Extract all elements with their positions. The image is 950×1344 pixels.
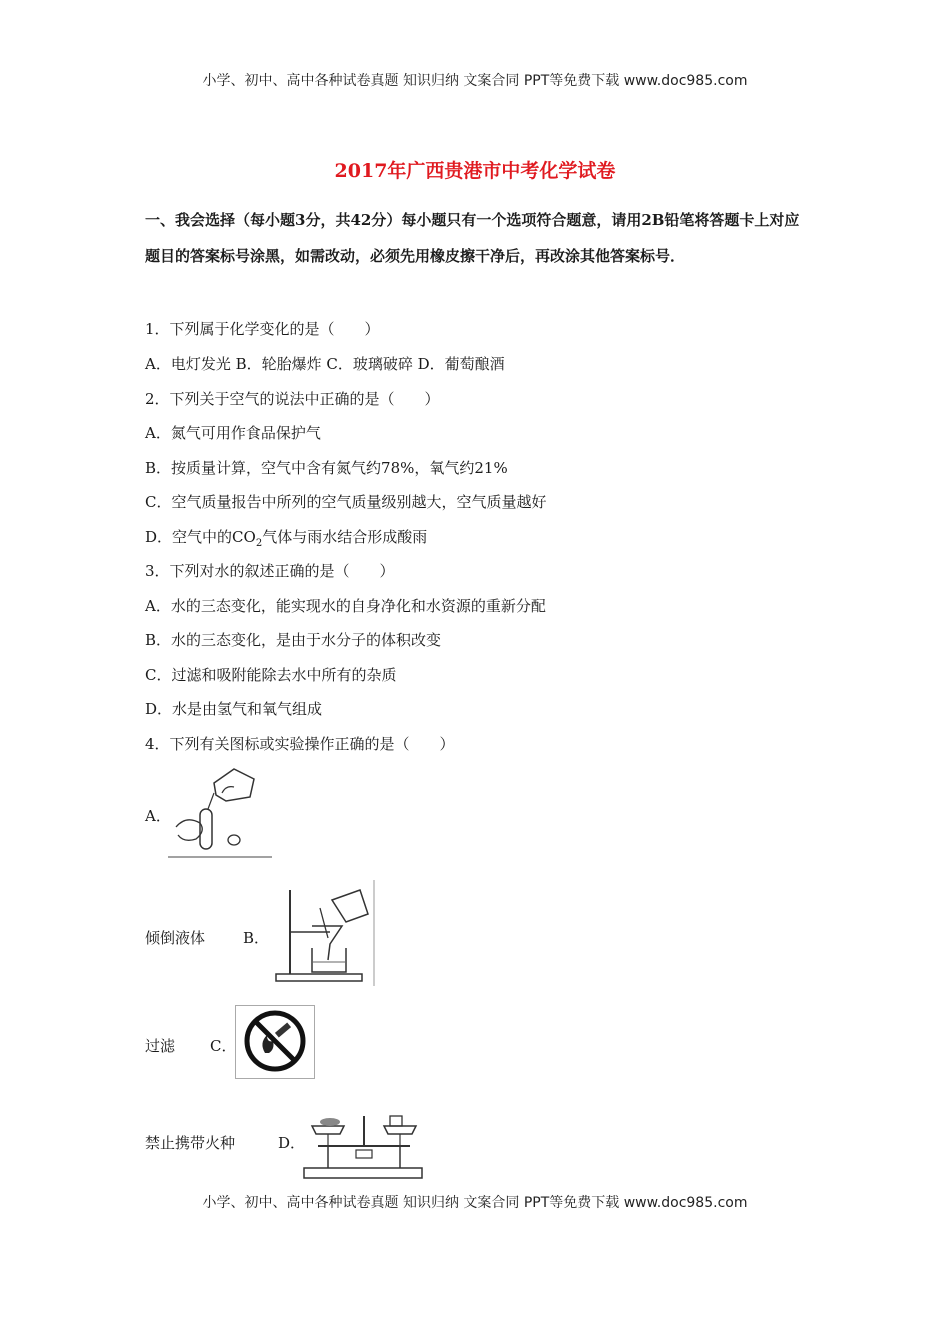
q3-option-b: B．水的三态变化，是由于水分子的体积改变 <box>145 631 442 649</box>
q4-option-c-caption: 禁止携带火种 <box>145 1134 236 1152</box>
q1-options: A．电灯发光 B．轮胎爆炸 C．玻璃破碎 D．葡萄酿酒 <box>145 355 505 373</box>
q1-stem: 1．下列属于化学变化的是（ ） <box>145 320 380 338</box>
q2-option-c: C．空气质量报告中所列的空气质量级别越大，空气质量越好 <box>145 493 547 511</box>
q2-stem: 2．下列关于空气的说法中正确的是（ ） <box>145 390 440 408</box>
q2-option-d-subscript: 2 <box>255 538 263 549</box>
page-header: 小学、初中、高中各种试卷真题 知识归纳 文案合同 PPT等免费下载 www.doc985.com <box>202 73 748 89</box>
q2-option-b: B．按质量计算，空气中含有氮气约78%，氧气约21% <box>145 459 508 477</box>
q2-option-a: A．氮气可用作食品保护气 <box>145 424 321 442</box>
q4-option-a-caption: 倾倒液体 <box>145 929 206 947</box>
q4-option-d-label: D． <box>278 1134 306 1152</box>
q2-option-d-post: 气体与雨水结合形成酸雨 <box>262 528 428 546</box>
filtration-figure <box>268 878 376 988</box>
q4-option-b-caption: 过滤 <box>145 1037 176 1055</box>
q3-option-d: D．水是由氢气和氧气组成 <box>145 700 323 718</box>
section-heading: 一、我会选择（每小题3分，共42分）每小题只有一个选项符合题意，请用2B铅笔将答题卡上对应题目的答案标号涂黑，如需改动，必须先用橡皮擦干净后，再改涂其他答案标号． <box>145 211 800 265</box>
no-fire-sign-figure <box>235 1005 315 1079</box>
page-title: 2017年广西贵港市中考化学试卷 <box>334 160 616 182</box>
q2-option-d-pre: D．空气中的CO <box>145 528 256 546</box>
q4-option-b-label: B． <box>243 929 270 947</box>
balance-scale-figure <box>300 1096 430 1182</box>
q2-option-d <box>145 526 427 549</box>
q4-option-c-label: C． <box>210 1037 237 1055</box>
q3-option-a: A．水的三态变化，能实现水的自身净化和水资源的重新分配 <box>145 597 546 615</box>
q4-option-a-label: A． <box>145 807 171 825</box>
q3-stem: 3．下列对水的叙述正确的是（ ） <box>145 562 395 580</box>
pouring-liquid-figure <box>166 765 274 860</box>
q4-stem: 4．下列有关图标或实验操作正确的是（ ） <box>145 735 455 753</box>
page-footer: 小学、初中、高中各种试卷真题 知识归纳 文案合同 PPT等免费下载 www.doc985.com <box>202 1195 748 1211</box>
q3-option-c: C．过滤和吸附能除去水中所有的杂质 <box>145 666 397 684</box>
